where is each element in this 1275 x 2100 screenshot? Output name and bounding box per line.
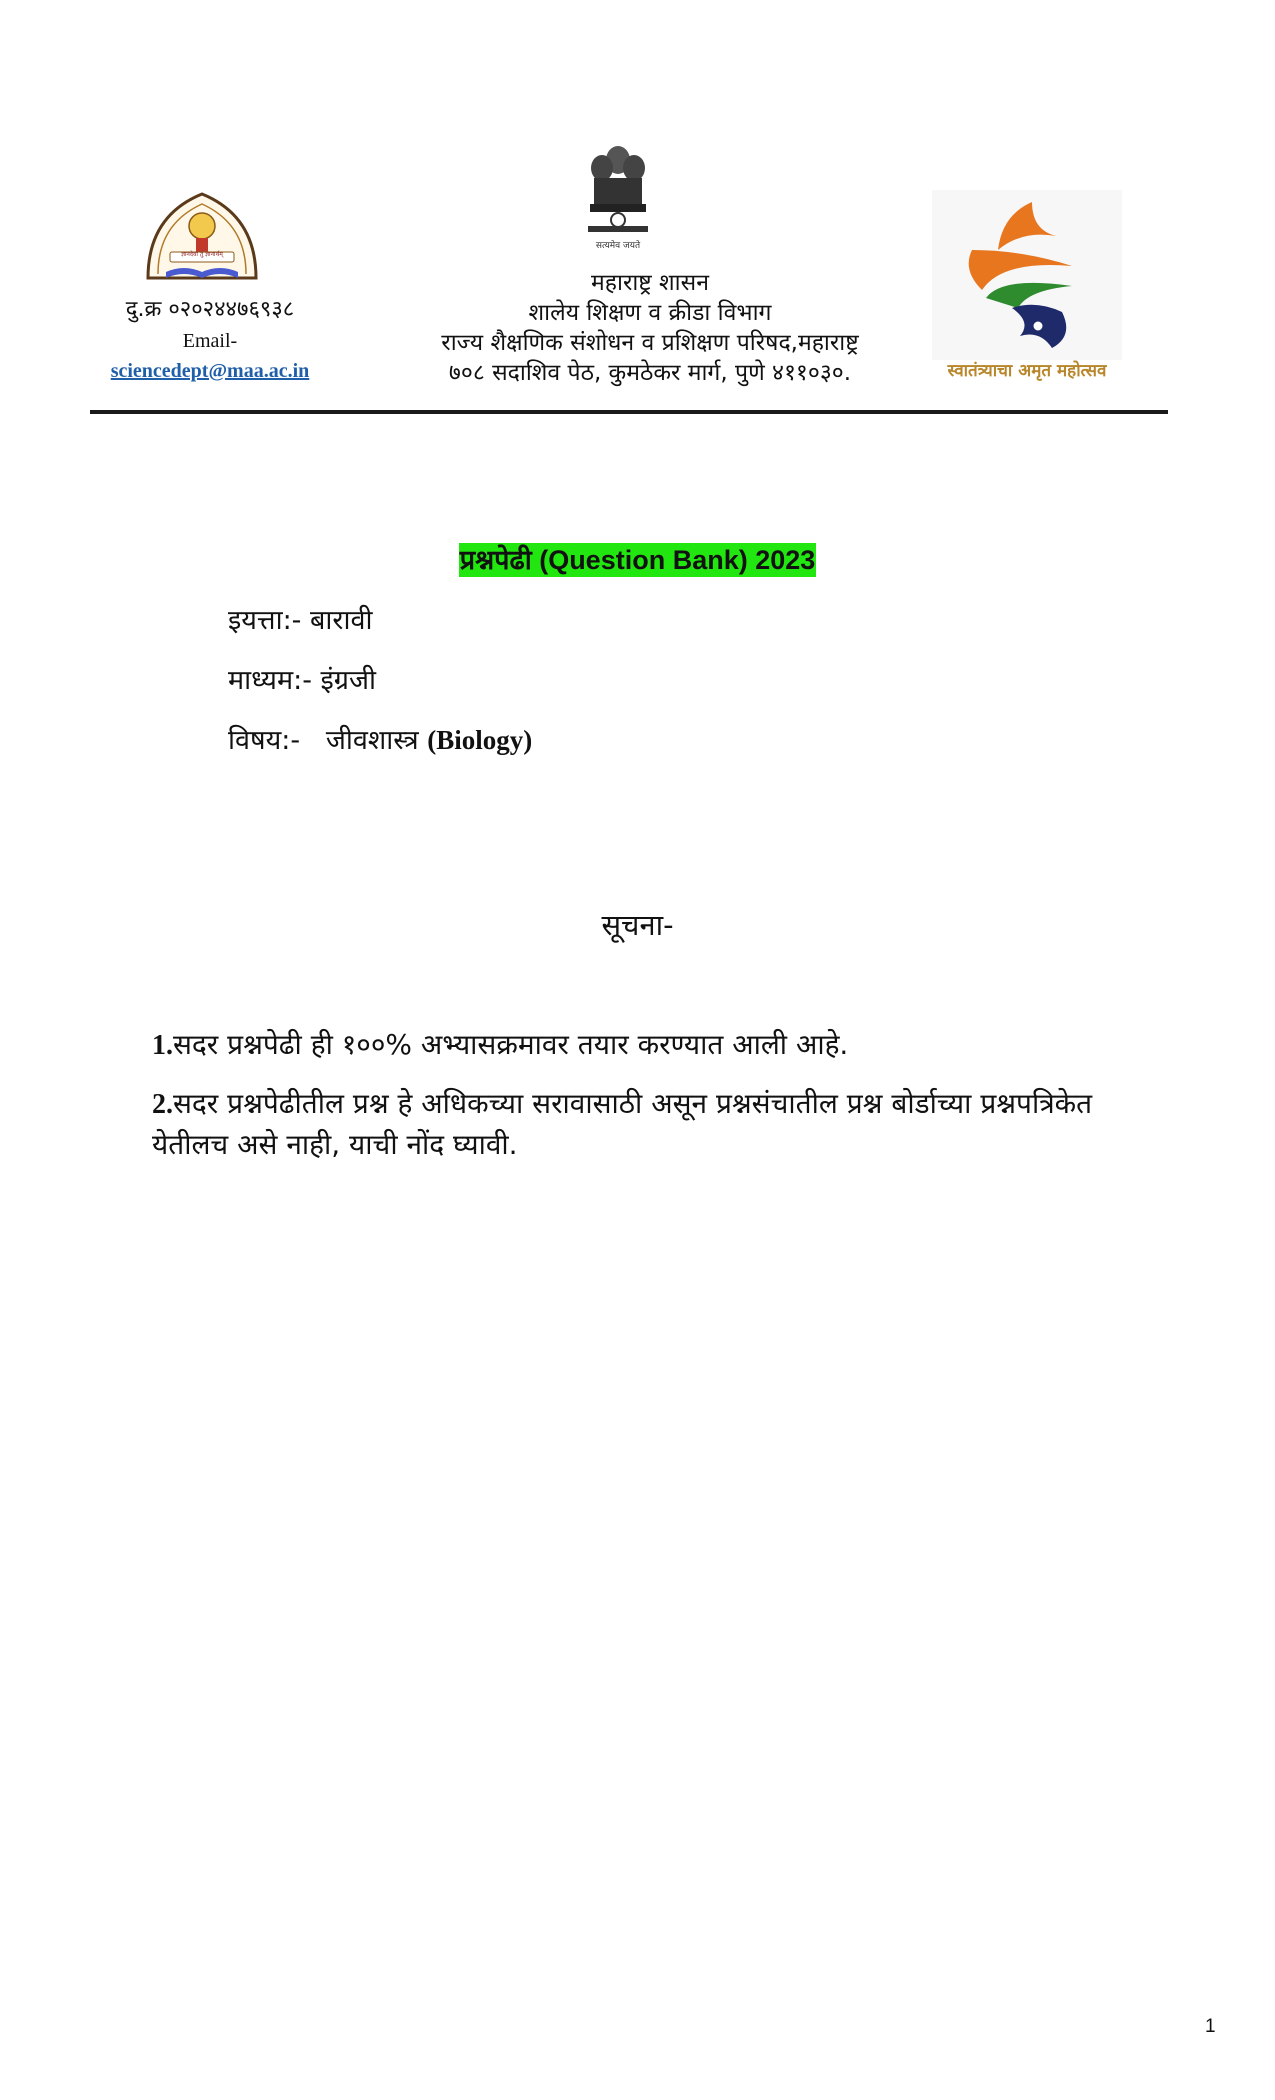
subject-label: विषय:- — [228, 725, 301, 756]
notice-item-text: सदर प्रश्नपेढीतील प्रश्न हे अधिकच्या सरावासाठी असून प्रश्नसंचातील प्रश्न बोर्डाच्या प्रश्नपत्रिकेत येतीलच असे नाही, याची नोंद घ्यावी. — [152, 1087, 1093, 1161]
national-emblem — [582, 138, 654, 254]
subject-value-english: (Biology) — [427, 725, 533, 755]
class-value: बारावी — [310, 605, 373, 636]
office-address: ७०८ सदाशिव पेठ, कुमठेकर मार्ग, पुणे ४११०३०. — [448, 360, 852, 386]
question-bank-title: प्रश्नपेढी (Question Bank) 2023 — [459, 545, 816, 575]
amrit-mahotsav-logo — [932, 190, 1122, 390]
phone-number: दु.क्र ०२०२४४७६९३८ — [125, 297, 295, 322]
subject-value-marathi: जीवशास्त्र — [325, 725, 419, 756]
medium-row — [228, 660, 376, 697]
notice-item-text: सदर प्रश्नपेढी ही १००% अभ्यासक्रमावर तयार करण्यात आली आहे. — [173, 1028, 849, 1061]
notice-item-number: 1. — [152, 1030, 173, 1061]
title-row — [0, 540, 1275, 577]
subject-row — [228, 720, 532, 757]
notice-item — [152, 1025, 1142, 1066]
government-name: महाराष्ट्र शासन — [591, 270, 709, 296]
medium-value: इंग्रजी — [320, 665, 377, 696]
emblem-motto: सत्यमेव जयते — [595, 241, 641, 251]
notice-item — [152, 1084, 1142, 1165]
scert-logo-motto: ज्ञानदेवा तु ज्ञानार्थम् — [181, 251, 223, 258]
header-divider — [90, 410, 1168, 414]
email-link[interactable]: sciencedept@maa.ac.in — [110, 360, 310, 382]
page-number: 1 — [1205, 2016, 1216, 2037]
amrit-mahotsav-caption: स्वातंत्र्याचा अमृत महोत्सव — [947, 361, 1107, 381]
email-label: Email- — [182, 330, 238, 352]
council-name: राज्य शैक्षणिक संशोधन व प्रशिक्षण परिषद,महाराष्ट्र — [441, 330, 859, 356]
department-name: शालेय शिक्षण व क्रीडा विभाग — [528, 300, 772, 326]
class-row — [228, 600, 372, 637]
notice-item-number: 2. — [152, 1089, 173, 1120]
medium-label: माध्यम:- — [228, 665, 312, 696]
scert-logo — [140, 186, 265, 290]
class-label: इयत्ता:- — [228, 605, 302, 636]
notice-heading: सूचना- — [601, 908, 674, 942]
